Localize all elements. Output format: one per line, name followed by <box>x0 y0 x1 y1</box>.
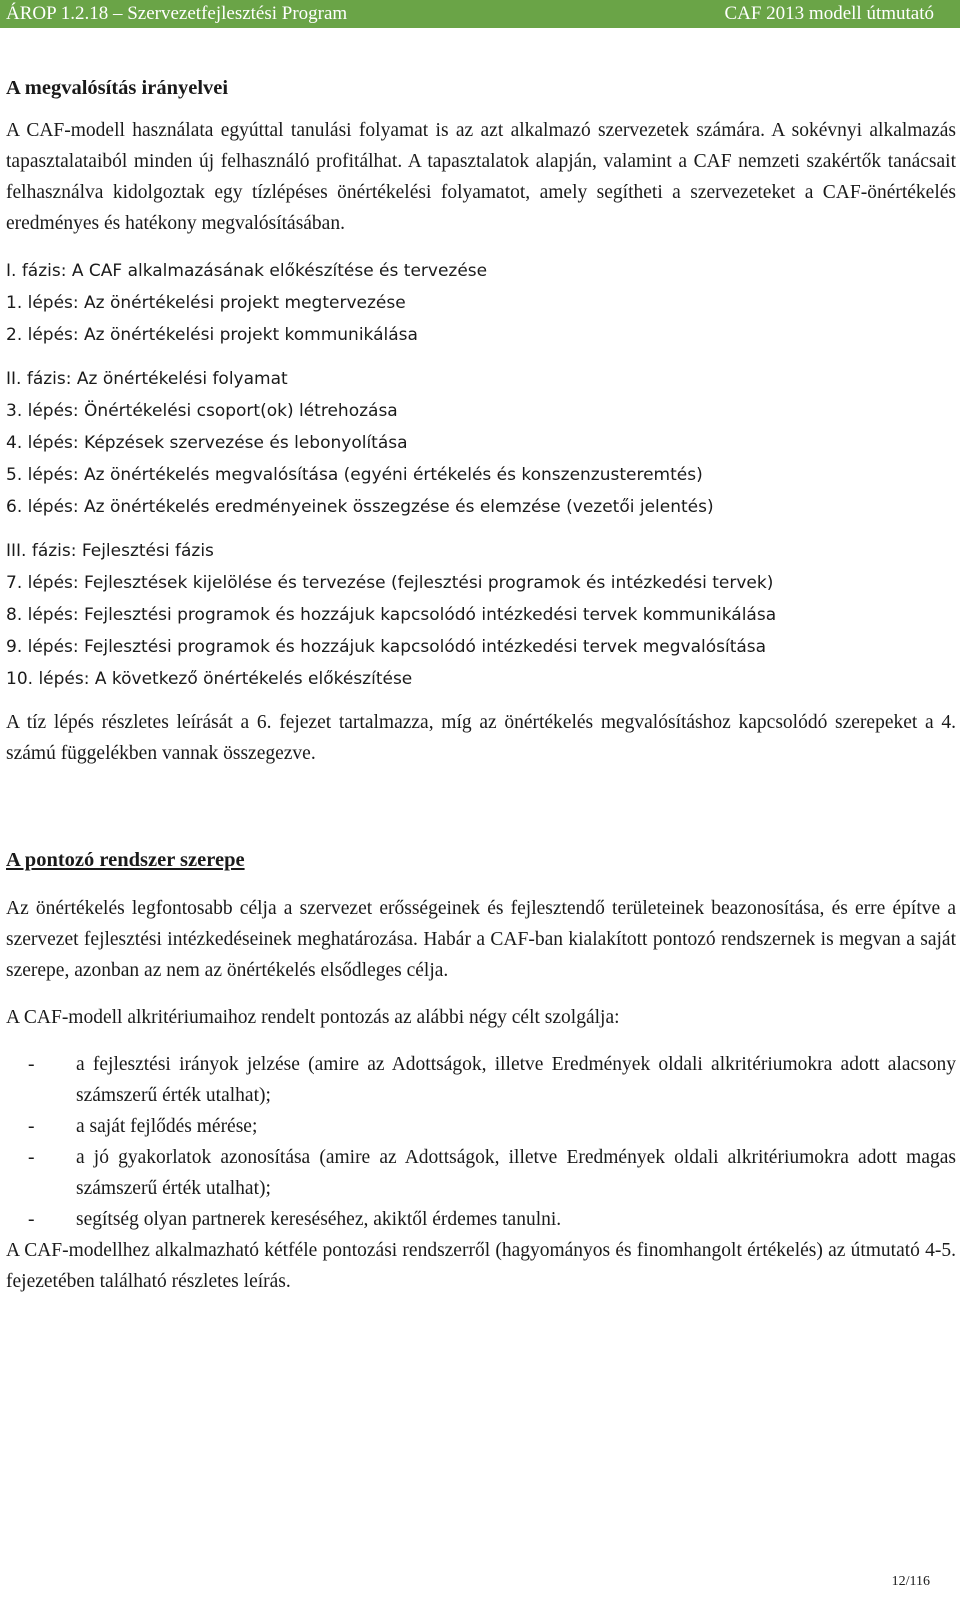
list-item <box>6 1142 956 1204</box>
list-item-text: segítség olyan partnerek kereséséhez, akiktől érdemes tanulni. <box>76 1209 562 1230</box>
step-item: 4. lépés: Képzések szervezése és lebonyolítása <box>6 433 408 453</box>
phase-block-2 <box>6 363 956 523</box>
step-item: 3. lépés: Önértékelési csoport(ok) létrehozása <box>6 401 398 421</box>
phase-title: I. fázis: A CAF alkalmazásának előkészítése és tervezése <box>6 261 488 281</box>
intro-paragraph: A CAF-modell használata egyúttal tanulási folyamat is az azt alkalmazó szervezetek számára. A sokévnyi alkalmazás tapasztalataiból minden új felhasználó profitálhat. A tapasztalatok alapján, valamint a CAF nemzeti szakértők tanácsait felhasználva kidolgoztak egy tízlépéses önértékelési folyamatot, amely segítheti a szervezeteket a CAF-önértékelés eredményes és hatékony megvalósításában. <box>6 120 956 234</box>
header-document-title: CAF 2013 modell útmutató <box>724 3 934 24</box>
scoring-closing-paragraph: A CAF-modellhez alkalmazható kétféle pontozási rendszerről (hagyományos és finomhangolt értékelés) az útmutató 4-5. fejezetében található részletes leírás. <box>6 1240 956 1292</box>
step-item: 7. lépés: Fejlesztések kijelölése és tervezése (fejlesztési programok és intézkedési tervek) <box>6 573 774 593</box>
step-item: 2. lépés: Az önértékelési projekt kommunikálása <box>6 325 418 345</box>
step-item: 6. lépés: Az önértékelés eredményeinek összegzése és elemzése (vezetői jelentés) <box>6 497 714 517</box>
phase-title: II. fázis: Az önértékelési folyamat <box>6 369 288 389</box>
step-item: 9. lépés: Fejlesztési programok és hozzájuk kapcsolódó intézkedési tervek megvalósítása <box>6 637 767 657</box>
dash-marker: - <box>28 1054 35 1075</box>
phase-step-list <box>6 255 956 695</box>
list-item-text: a jó gyakorlatok azonosítása (amire az Adottságok, illetve Eredmények oldali alkritériumokra adott magas számszerű érték utalhat); <box>76 1147 956 1199</box>
step-item: 8. lépés: Fejlesztési programok és hozzájuk kapcsolódó intézkedési tervek kommunikálása <box>6 605 777 625</box>
dash-marker: - <box>28 1116 35 1137</box>
page-header <box>0 0 960 28</box>
phase-block-1 <box>6 255 956 351</box>
dash-marker: - <box>28 1147 35 1168</box>
page-number: 12/116 <box>891 1574 930 1589</box>
list-item <box>6 1049 956 1111</box>
scoring-purpose-list <box>6 1049 956 1235</box>
dash-marker: - <box>28 1209 35 1230</box>
scoring-paragraph-1: Az önértékelés legfontosabb célja a szervezet erősségeinek és fejlesztendő területeinek beazonosítása, és erre építve a szervezet fejlesztési intézkedéseinek meghatározása. Habár a CAF-ban kialakított pontozó rendszernek is megvan a saját szerepe, azonban az nem az önértékelés elsődleges célja. <box>6 898 956 981</box>
step-item: 1. lépés: Az önértékelési projekt megtervezése <box>6 293 406 313</box>
list-item-text: a fejlesztési irányok jelzése (amire az Adottságok, illetve Eredmények oldali alkritériumokra adott alacsony számszerű érték utalhat); <box>76 1054 956 1106</box>
step-item: 10. lépés: A következő önértékelés előkészítése <box>6 669 413 689</box>
list-item-text: a saját fejlődés mérése; <box>76 1116 258 1137</box>
page-body <box>6 73 956 1297</box>
step-item: 5. lépés: Az önértékelés megvalósítása (egyéni értékelés és konszenzusteremtés) <box>6 465 703 485</box>
scoring-paragraph-2: A CAF-modell alkritériumaihoz rendelt pontozás az alábbi négy célt szolgálja: <box>6 1007 620 1028</box>
steps-closing-paragraph: A tíz lépés részletes leírását a 6. fejezet tartalmazza, míg az önértékelés megvalósításhoz kapcsolódó szerepeket a 4. számú függelékben vannak összegezve. <box>6 712 956 764</box>
section-heading-implementation: A megvalósítás irányelvei <box>6 77 229 99</box>
list-item <box>6 1204 956 1235</box>
list-item <box>6 1111 956 1142</box>
section-heading-scoring: A pontozó rendszer szerepe <box>6 849 245 871</box>
phase-block-3 <box>6 535 956 695</box>
header-program-title: ÁROP 1.2.18 – Szervezetfejlesztési Program <box>6 3 348 24</box>
phase-title: III. fázis: Fejlesztési fázis <box>6 541 214 561</box>
